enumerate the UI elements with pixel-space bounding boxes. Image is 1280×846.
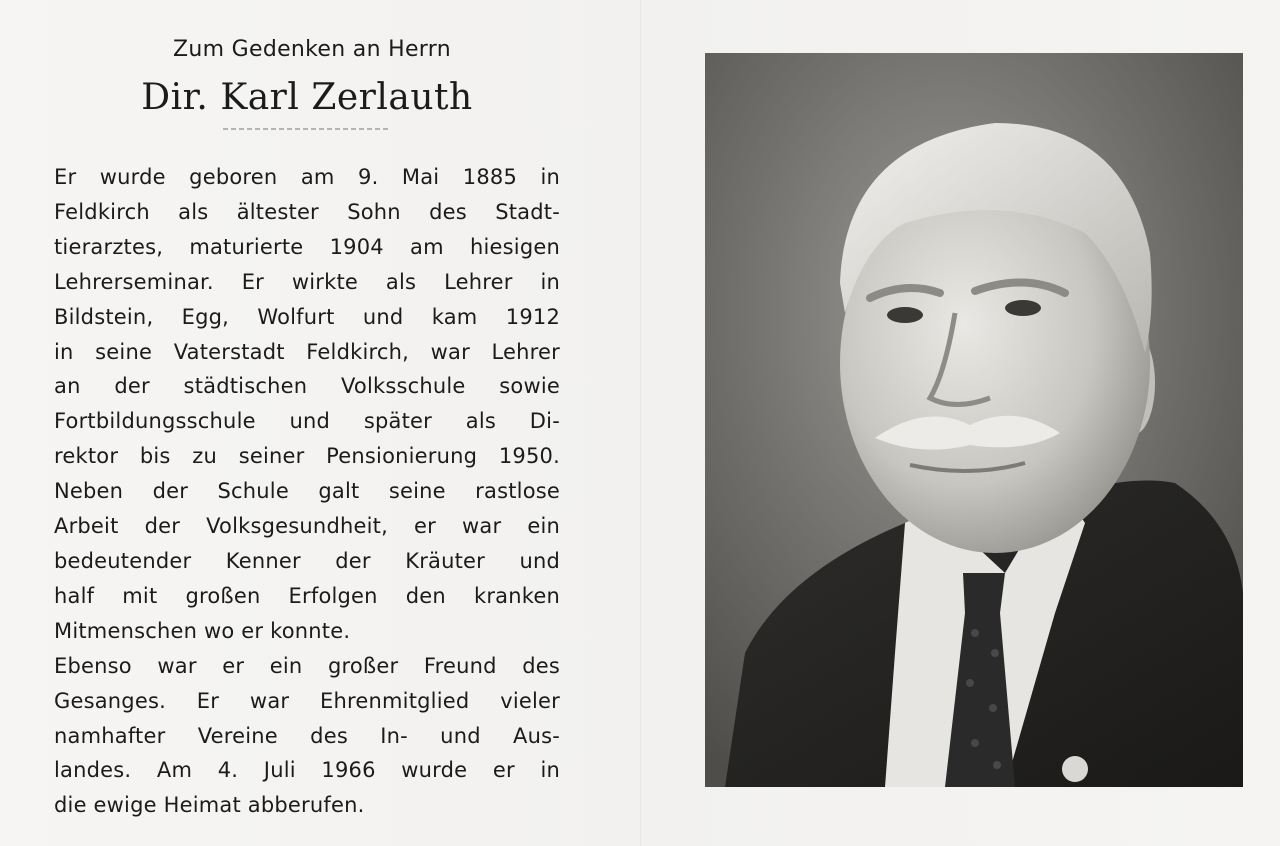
biography-line: rektor bis zu seiner Pensionierung 1950. bbox=[54, 444, 560, 469]
biography-line: tierarztes, maturierte 1904 am hiesigen bbox=[54, 234, 560, 259]
biography-line: Lehrerseminar. Er wirkte als Lehrer in bbox=[54, 269, 560, 294]
biography-line: Bildstein, Egg, Wolfurt und kam 1912 bbox=[54, 304, 560, 329]
biography-line: Feldkirch als ältester Sohn des Stadt- bbox=[54, 199, 560, 224]
biography-line: namhafter Vereine des In- und Aus- bbox=[54, 723, 560, 748]
biography-line: in seine Vaterstadt Feldkirch, war Lehrer bbox=[54, 339, 560, 364]
deceased-name: Dir. Karl Zerlauth bbox=[141, 77, 473, 118]
biography-line: Gesanges. Er war Ehrenmitglied vieler bbox=[54, 688, 560, 713]
portrait-illustration bbox=[705, 53, 1243, 787]
biography-line: Mitmenschen wo er konnte. bbox=[54, 618, 351, 643]
biography-line: an der städtischen Volksschule sowie bbox=[54, 374, 560, 399]
biography-line: Fortbildungsschule und später als Di- bbox=[54, 409, 560, 434]
biography-line: Neben der Schule galt seine rastlose bbox=[54, 479, 560, 504]
biography-line: die ewige Heimat abberufen. bbox=[54, 793, 365, 818]
biography-line: Ebenso war er ein großer Freund des bbox=[54, 653, 560, 678]
biography-line: half mit großen Erfolgen den kranken bbox=[54, 583, 560, 608]
text-panel bbox=[54, 30, 560, 823]
portrait-photo bbox=[705, 53, 1243, 787]
title-divider bbox=[223, 128, 391, 130]
biography-line: Er wurde geboren am 9. Mai 1885 in bbox=[54, 165, 560, 189]
biography-line: Arbeit der Volksgesundheit, er war ein bbox=[54, 514, 560, 539]
biography-line: landes. Am 4. Juli 1966 wurde er in bbox=[54, 758, 560, 783]
card-fold bbox=[640, 0, 641, 846]
memorial-subtitle: Zum Gedenken an Herrn bbox=[173, 37, 451, 62]
biography-line: bedeutender Kenner der Kräuter und bbox=[54, 548, 560, 573]
biography bbox=[54, 160, 560, 823]
